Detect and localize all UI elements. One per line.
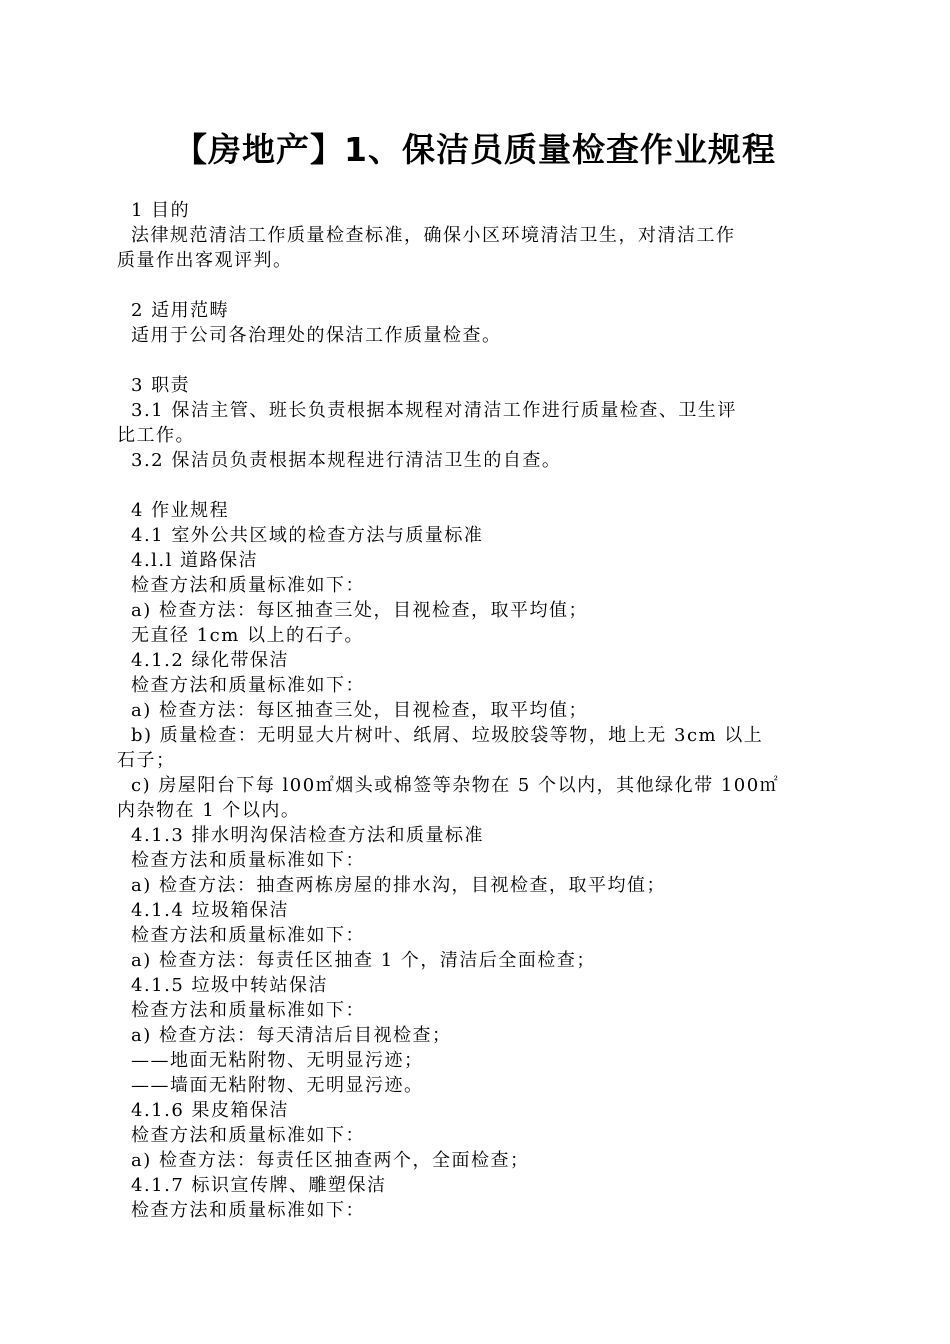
body-line: 石子；	[117, 750, 176, 771]
body-line: 4.1.2 绿化带保洁	[131, 650, 290, 671]
body-line: 检查方法和质量标准如下：	[131, 850, 365, 871]
body-line: 法律规范清洁工作质量检查标准，确保小区环境清洁卫生，对清洁工作	[131, 225, 736, 246]
body-line: 无直径 1cm 以上的石子。	[131, 625, 365, 646]
body-line: 4.1.5 垃圾中转站保洁	[131, 975, 329, 996]
blank-line	[117, 348, 837, 373]
body-line: a) 检查方法：抽查两栋房屋的排水沟，目视检查，取平均值；	[131, 875, 666, 896]
body-line: 检查方法和质量标准如下：	[131, 1000, 365, 1021]
body-line: 内杂物在 1 个以内。	[117, 800, 301, 821]
body-line: 3.1 保洁主管、班长负责根据本规程对清洁工作进行质量检查、卫生评	[131, 400, 737, 421]
body-line: 检查方法和质量标准如下：	[131, 575, 365, 596]
body-line: 4.1.7 标识宣传牌、雕塑保洁	[131, 1175, 387, 1196]
body-line: 3.2 保洁员负责根据本规程进行清洁卫生的自查。	[131, 450, 562, 471]
document-body	[117, 198, 837, 1223]
body-line: 1 目的	[131, 200, 191, 221]
body-line: 质量作出客观评判。	[117, 250, 293, 271]
body-line: 检查方法和质量标准如下：	[131, 925, 365, 946]
body-line: 检查方法和质量标准如下：	[131, 1200, 365, 1221]
body-line: c) 房屋阳台下每 l00㎡烟头或棉签等杂物在 5 个以内，其他绿化带 100㎡	[131, 775, 780, 796]
body-line: 比工作。	[117, 425, 195, 446]
body-line: 2 适用范畴	[131, 300, 230, 321]
body-line: 检查方法和质量标准如下：	[131, 1125, 365, 1146]
body-line: a) 检查方法：每责任区抽查两个，全面检查；	[131, 1150, 530, 1171]
body-line: a) 检查方法：每区抽查三处，目视检查，取平均值；	[131, 600, 588, 621]
body-line: 4.1.4 垃圾箱保洁	[131, 900, 290, 921]
body-line: 4.1.3 排水明沟保洁检查方法和质量标准	[131, 825, 485, 846]
body-line: 检查方法和质量标准如下：	[131, 675, 365, 696]
body-line: a) 检查方法：每责任区抽查 1 个，清洁后全面检查；	[131, 950, 596, 971]
body-line: 4.l.l 道路保洁	[131, 550, 259, 571]
body-line: 4 作业规程	[131, 500, 230, 521]
body-line: a) 检查方法：每区抽查三处，目视检查，取平均值；	[131, 700, 588, 721]
body-line: ——墙面无粘附物、无明显污迹。	[131, 1075, 424, 1096]
document-title: 【房地产】1、保洁员质量检查作业规程	[174, 130, 776, 169]
body-line: 4.1 室外公共区域的检查方法与质量标准	[131, 525, 484, 546]
body-line: a) 检查方法：每天清洁后目视检查；	[131, 1025, 452, 1046]
body-line: 4.1.6 果皮箱保洁	[131, 1100, 290, 1121]
body-line: b) 质量检查：无明显大片树叶、纸屑、垃圾胶袋等物，地上无 3cm 以上	[131, 725, 764, 746]
body-line: 3 职责	[131, 375, 191, 396]
blank-line	[117, 473, 837, 498]
body-line: 适用于公司各治理处的保洁工作质量检查。	[131, 325, 502, 346]
blank-line	[117, 273, 837, 298]
body-line: ——地面无粘附物、无明显污迹；	[131, 1050, 424, 1071]
